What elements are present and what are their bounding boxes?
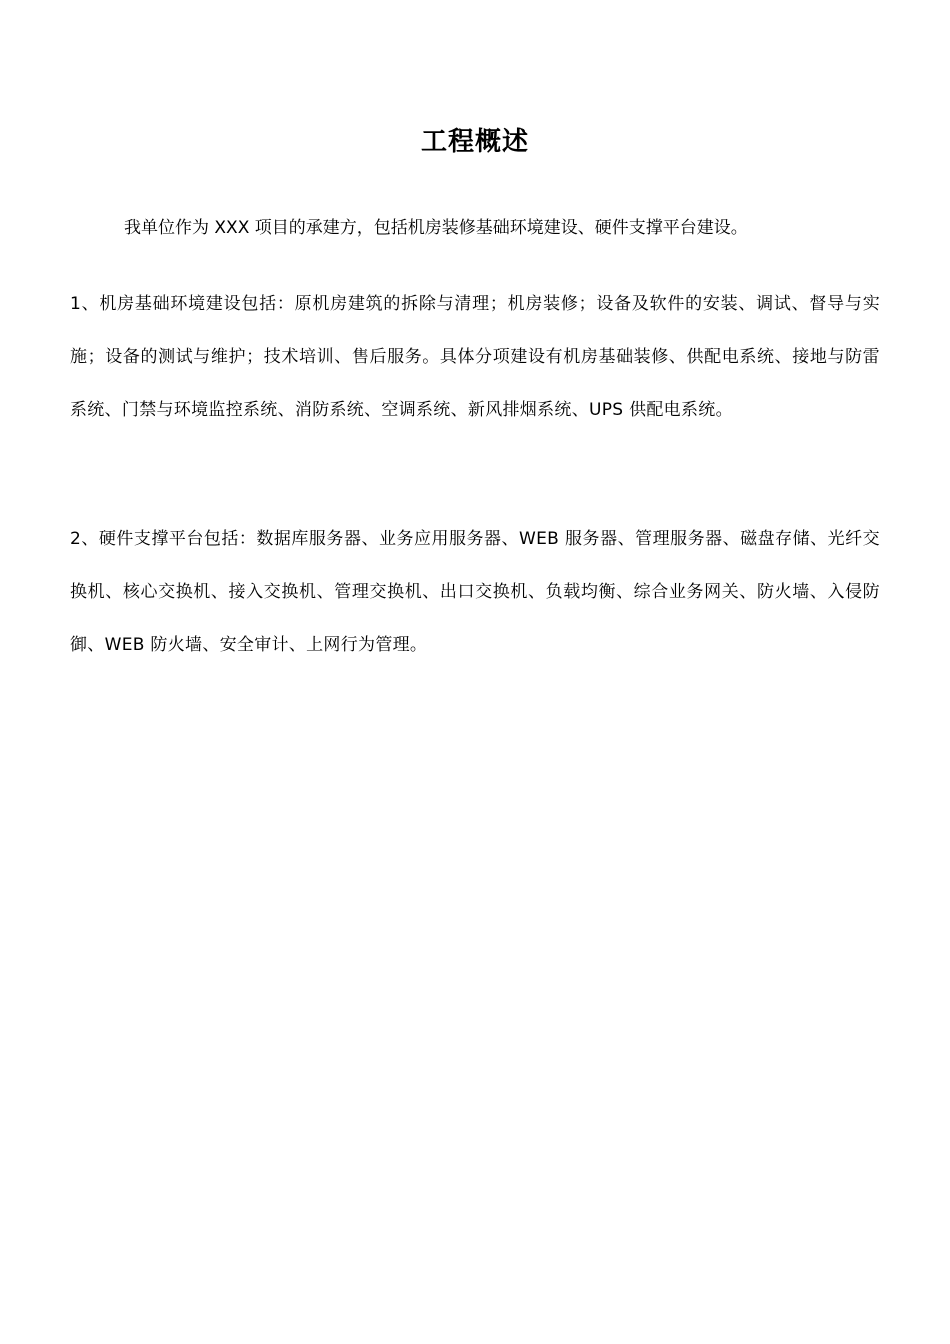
section-1-paragraph: 1、机房基础环境建设包括：原机房建筑的拆除与清理；机房装修；设备及软件的安装、调试、督导与实施；设备的测试与维护；技术培训、售后服务。具体分项建设有机房基础装修、供配电系统、接地与防雷系统、门禁与环境监控系统、消防系统、空调系统、新风排烟系统、UPS 供配电系统。 — [70, 294, 880, 420]
intro-paragraph: 我单位作为 XXX 项目的承建方，包括机房装修基础环境建设、硬件支撑平台建设。 — [124, 218, 748, 238]
document-title: 工程概述 — [420, 127, 529, 157]
section-2-paragraph: 2、硬件支撑平台包括：数据库服务器、业务应用服务器、WEB 服务器、管理服务器、磁盘存储、光纤交换机、核心交换机、接入交换机、管理交换机、出口交换机、负载均衡、综合业务网关、防火墙、入侵防御、WEB 防火墙、安全审计、上网行为管理。 — [70, 529, 880, 655]
